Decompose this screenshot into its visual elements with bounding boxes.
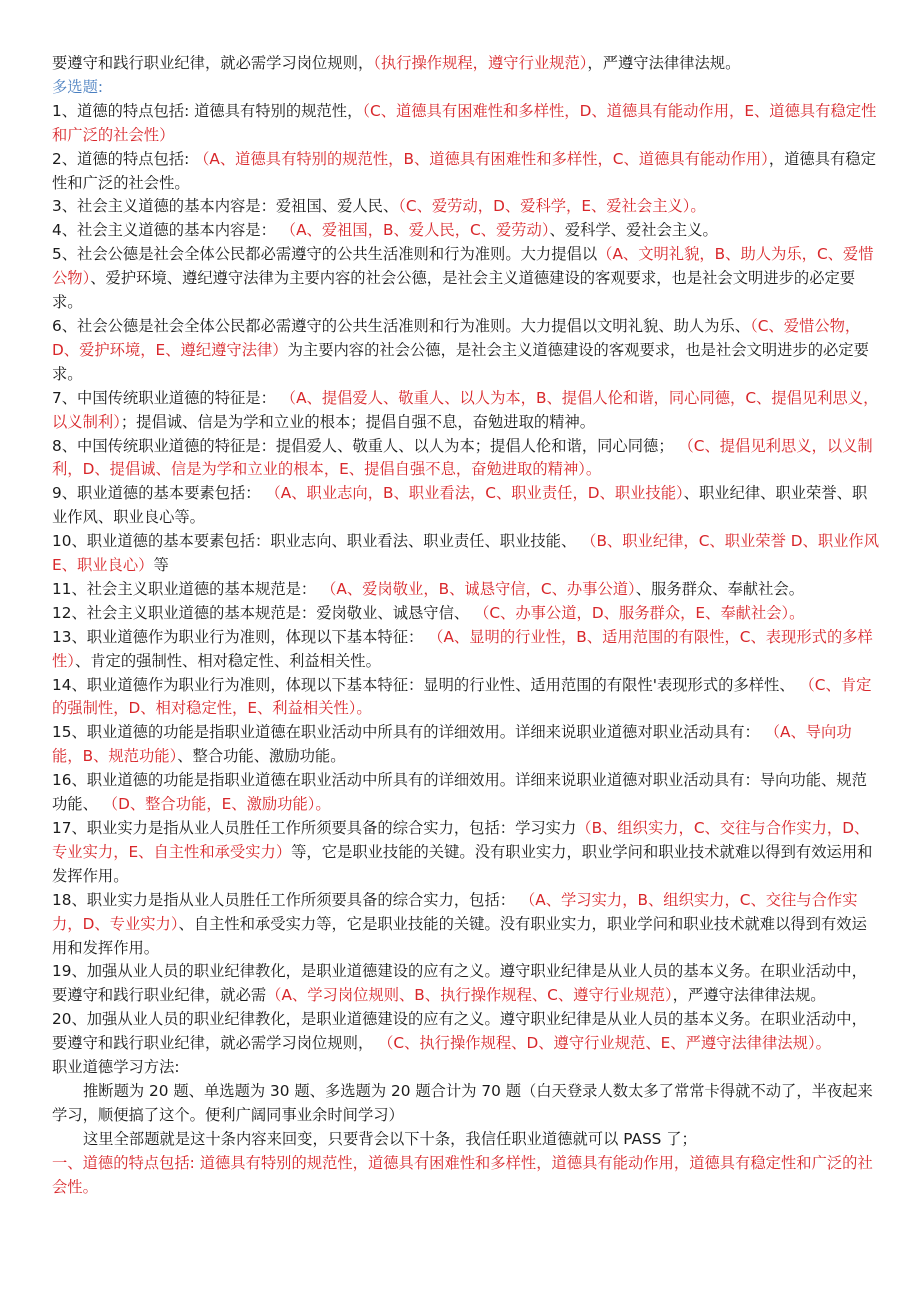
- question-text: 17、职业实力是指从业人员胜任工作所须要具备的综合实力，包括：学习实力: [52, 819, 577, 837]
- question-item: [52, 100, 880, 148]
- question-tail: 、整合功能、激励功能。: [177, 747, 346, 766]
- question-tail: 为主要内容的社会公德，是社会主义道德建设的客观要求，也是社会文明进步的必定要求。: [52, 340, 869, 383]
- method-paragraph: 推断题为 20 题、单选题为 30 题、多选题为 20 题合计为 70 题（白天登录人数太多了常常卡得就不动了，半夜起来学习，顺便搞了这个。便利广阔同事业余时间学习）: [52, 1081, 873, 1124]
- method-heading: 职业道德学习方法:: [52, 1058, 180, 1077]
- question-tail: 、自主性和承受实力等，它是职业技能的关键。没有职业实力，职业学问和职业技术就难以得到有效运用和发挥作用。: [52, 914, 867, 957]
- question-answer: （C、提倡见利思义，以义制利，D、提倡诚、信是为学和立业的根本，E、提倡自强不息，奋勉进取的精神）。: [52, 436, 873, 479]
- question-item: [52, 626, 880, 674]
- question-tail: 、爱科学、爱社会主义。: [549, 221, 718, 240]
- question-tail: 、服务群众、奉献社会。: [635, 579, 804, 598]
- question-answer: （A、显明的行业性，B、适用范围的有限性，C、表现形式的多样性）: [52, 627, 873, 670]
- question-answer: （A、导向功能，B、规范功能）: [52, 723, 852, 766]
- question-answer: （A、职业志向，B、职业看法，C、职业责任，D、职业技能）: [265, 484, 684, 503]
- question-answer: （C、爱惜公物，D、爱护环境，E、遵纪遵守法律）: [52, 316, 861, 359]
- question-answer: （C、执行操作规程、D、遵守行业规范、E、严遵守法律律法规）。: [378, 1034, 831, 1053]
- question-answer: （C、爱劳动，D、爱科学，E、爱社会主义）。: [398, 197, 706, 216]
- question-item: [52, 960, 880, 1008]
- question-text: 10、职业道德的基本要素包括：职业志向、职业看法、职业责任、职业技能、: [52, 532, 582, 551]
- question-text: 7、中国传统职业道德的特征是：: [52, 388, 281, 407]
- question-item: [52, 889, 880, 961]
- question-tail: 、肯定的强制性、相对稳定性、利益相关性。: [74, 651, 381, 670]
- question-item: [52, 721, 880, 769]
- question-answer: （A、道德具有特别的规范性，B、道德具有困难性和多样性，C、道德具有能动作用）: [194, 149, 769, 168]
- question-text: 15、职业道德的功能是指职业道德在职业活动中所具有的详细效用。详细来说职业道德对职业活动具有：: [52, 723, 765, 742]
- question-text: 5、社会公德是社会全体公民都必需遵守的公共生活准则和行为准则。大力提倡以: [52, 245, 598, 264]
- question-tail: ，道德具有稳定性和广泛的社会性。: [52, 149, 876, 192]
- intro-text: 要遵守和践行职业纪律，就必需学习岗位规则，: [52, 54, 374, 72]
- question-tail: 、爱护环境、遵纪遵守法律为主要内容的社会公德，是社会主义道德建设的客观要求，也是社会文明进步的必定要求。: [52, 269, 856, 312]
- intro-tail: ，严遵守法律律法规。: [587, 54, 741, 72]
- question-text: 4、社会主义道德的基本内容是：: [52, 221, 281, 240]
- question-text: 9、职业道德的基本要素包括：: [52, 484, 266, 503]
- question-list: [52, 100, 880, 1056]
- question-item: [52, 578, 880, 602]
- question-answer: （A、学习岗位规则、B、执行操作规程、C、遵守行业规范）: [266, 986, 673, 1005]
- question-answer: （A、爱岗敬业，B、诚恳守信，C、办事公道）: [321, 579, 636, 598]
- question-text: 13、职业道德作为职业行为准则，体现以下基本特征：: [52, 627, 429, 646]
- question-tail: ；提倡诚、信是为学和立业的根本；提倡自强不息，奋勉进取的精神。: [120, 412, 596, 431]
- question-answer: （A、文明礼貌，B、助人为乐，C、爱惜公物）: [52, 245, 874, 288]
- question-item: [52, 482, 880, 530]
- question-answer: （A、爱祖国，B、爱人民，C、爱劳动）: [280, 221, 550, 240]
- question-text: 6、社会公德是社会全体公民都必需遵守的公共生活准则和行为准则。大力提倡以文明礼貌、助人为乐、: [52, 316, 751, 335]
- question-text: 19、加强从业人员的职业纪律教化，是职业道德建设的应有之义。遵守职业纪律是从业人员的基本义务。在职业活动中，要遵守和践行职业纪律，就必需: [52, 962, 867, 1005]
- question-item: [52, 602, 880, 626]
- question-tail: 等，它是职业技能的关键。没有职业实力，职业学问和职业技术就难以得到有效运用和发挥作用。: [52, 842, 873, 885]
- question-answer: （B、职业纪律，C、职业荣誉 D、职业作风 E、职业良心）: [52, 532, 880, 575]
- question-item: [52, 387, 880, 435]
- question-answer: （A、提倡爱人、敬重人、以人为本，B、提倡人伦和谐，同心同德，C、提倡见利思义，以义制利）: [52, 388, 879, 431]
- question-answer: （D、整合功能，E、激励功能）。: [102, 795, 331, 814]
- method-paragraph: 这里全部题就是这十条内容来回变，只要背会以下十条，我信任职业道德就可以 PASS 了；: [83, 1129, 697, 1148]
- question-text: 11、社会主义职业道德的基本规范是：: [52, 579, 322, 598]
- question-tail: ，严遵守法律律法规。: [672, 986, 826, 1005]
- question-tail: 等: [153, 556, 169, 575]
- question-answer: （C、道德具有困难性和多样性，D、道德具有能动作用，E、道德具有稳定性和广泛的社会性）: [52, 101, 877, 144]
- question-item: [52, 148, 880, 196]
- multi-choice-heading: 多选题:: [52, 77, 104, 96]
- question-answer: （C、肯定的强制性，D、相对稳定性，E、利益相关性）。: [52, 675, 872, 718]
- question-text: 8、中国传统职业道德的特征是：提倡爱人、敬重人、以人为本；提倡人伦和谐，同心同德；: [52, 436, 679, 455]
- question-item: [52, 195, 880, 219]
- question-item: [52, 219, 880, 243]
- question-item: [52, 530, 880, 578]
- intro-answer: （执行操作规程，遵守行业规范）: [373, 54, 588, 72]
- question-text: 12、社会主义职业道德的基本规范是：爱岗敬业、诚恳守信、: [52, 603, 475, 622]
- intro-paragraph: [52, 52, 880, 76]
- question-tail: 、职业纪律、职业荣誉、职业作风、职业良心等。: [52, 484, 868, 527]
- question-item: [52, 435, 880, 483]
- question-text: 1、道德的特点包括: 道德具有特别的规范性，: [52, 101, 363, 120]
- question-item: [52, 315, 880, 387]
- question-text: 20、加强从业人员的职业纪律教化，是职业道德建设的应有之义。遵守职业纪律是从业人员的基本义务。在职业活动中，要遵守和践行职业纪律，就必需学习岗位规则，: [52, 1010, 867, 1053]
- question-answer: （A、学习实力，B、组织实力，C、交往与合作实力，D、专业实力）: [52, 890, 858, 933]
- question-text: 18、职业实力是指从业人员胜任工作所须要具备的综合实力，包括：: [52, 890, 520, 909]
- summary-item: 一、道德的特点包括: 道德具有特别的规范性，道德具有困难性和多样性，道德具有能动作用，道德具有稳定性和广泛的社会性。: [52, 1153, 873, 1196]
- question-item: [52, 243, 880, 315]
- question-text: 14、职业道德作为职业行为准则，体现以下基本特征：显明的行业性、适用范围的有限性'表现形式的多样性、: [52, 675, 800, 694]
- question-item: [52, 817, 880, 889]
- question-item: [52, 674, 880, 722]
- question-item: [52, 769, 880, 817]
- question-text: 2、道德的特点包括:: [52, 149, 195, 168]
- question-answer: （C、办事公道，D、服务群众，E、奉献社会）。: [474, 603, 805, 622]
- question-item: [52, 1008, 880, 1056]
- question-answer: （B、组织实力，C、交往与合作实力，D、专业实力，E、自主性和承受实力）: [52, 819, 870, 861]
- question-text: 3、社会主义道德的基本内容是：爱祖国、爱人民、: [52, 197, 399, 216]
- question-text: 16、职业道德的功能是指职业道德在职业活动中所具有的详细效用。详细来说职业道德对职业活动具有：导向功能、规范功能、: [52, 771, 867, 814]
